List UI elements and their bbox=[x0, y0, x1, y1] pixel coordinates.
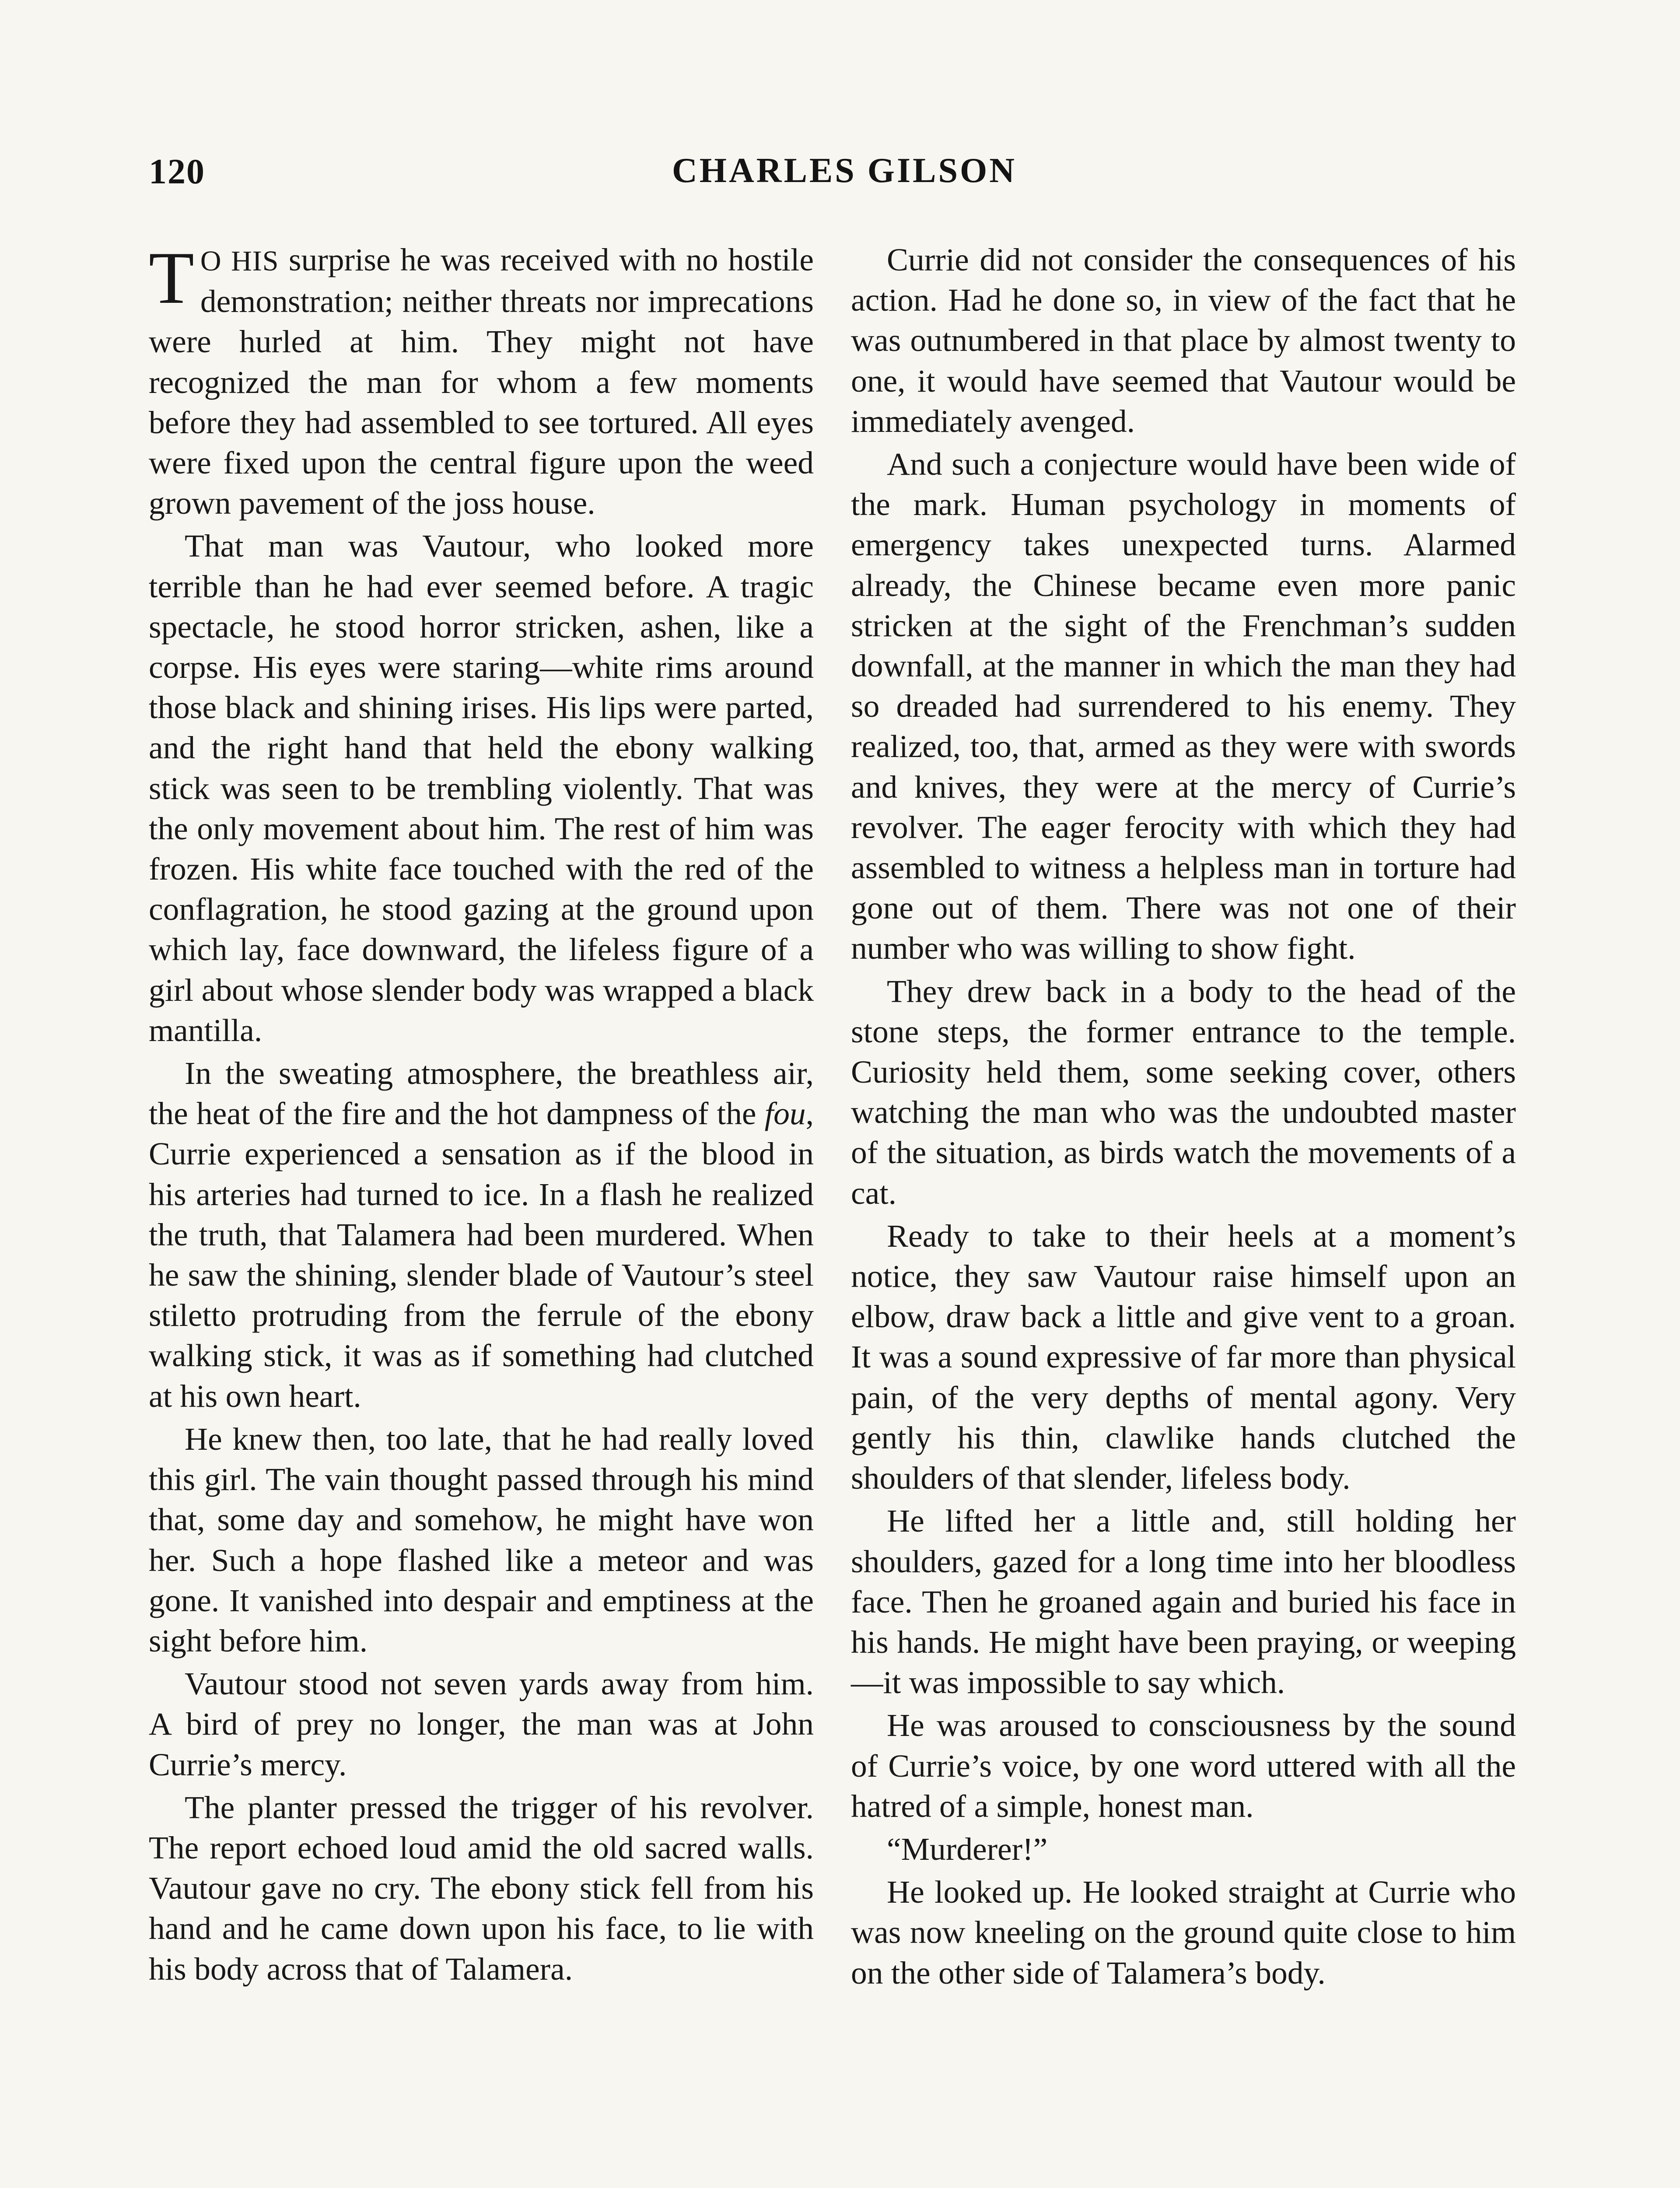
paragraph-text: In the sweating atmosphere, the breathless air, the heat of the fire and the hot dampness of the bbox=[149, 1055, 814, 1132]
paragraph: He knew then, too late, that he had really loved this girl. The vain thought passed through his mind that, some day and somehow, he might have won her. Such a hope flashed like a meteor and was gone. It vanished into despair and emptiness at the sight before him. bbox=[149, 1421, 814, 1659]
paragraph: They drew back in a body to the head of the stone steps, the former entrance to the temple. Curiosity held them, some seeking cover, others watching the man who was the undoubted master of the situation, as birds watch the movements of a cat. bbox=[851, 973, 1516, 1211]
paragraph bbox=[149, 1053, 814, 1417]
paragraph: Currie did not consider the consequences of his action. Had he done so, in view of the fact that he was outnumbered in that place by almost twenty to one, it would have seemed that Vautour would be immediately avenged. bbox=[851, 242, 1516, 439]
paragraph: And such a conjecture would have been wide of the mark. Human psychology in moments of emergency takes unexpected turns. Alarmed already, the Chinese became even more panic stricken at the sight of the Frenchman’s sudden downfall, at the manner in which the man they had so dreaded had surrendered to his enemy. They realized, too, that, armed as they were with swords and knives, they were at the mercy of Currie’s revolver. The eager ferocity with which they had assembled to witness a helpless man in torture had gone out of them. There was not one of their number who was willing to show fight. bbox=[851, 446, 1516, 966]
paragraph bbox=[149, 237, 814, 523]
dialogue-line: “Murderer!” bbox=[887, 1831, 1048, 1867]
paragraph: He looked up. He looked straight at Currie who was now kneeling on the ground quite close to him on the other side of Talamera’s body. bbox=[851, 1874, 1516, 1991]
paragraph: Ready to take to their heels at a moment’s notice, they saw Vautour raise himself upon an elbow, draw back a little and give vent to a groan. It was a sound expressive of far more than physical pain, of the very depths of mental agony. Very gently his thin, clawlike hands clutched the shoulders of that slender, lifeless body. bbox=[851, 1218, 1516, 1496]
paragraph: The planter pressed the trigger of his revolver. The report echoed loud amid the old sacred walls. Vautour gave no cry. The ebony stick fell from his hand and he came down upon his face, to lie with his body across that of Talamera. bbox=[149, 1789, 814, 1987]
opening-small-caps: O HIS bbox=[200, 245, 279, 277]
page-header bbox=[149, 151, 1540, 199]
paragraph: Vautour stood not seven yards away from him. A bird of prey no longer, the man was at John Currie’s mercy. bbox=[149, 1666, 814, 1782]
paragraph: He lifted her a little and, still holding her shoulders, gazed for a long time into her bloodless face. Then he groaned again and buried his face in his hands. He might have been praying, or weeping—it was impossible to say which. bbox=[851, 1503, 1516, 1701]
paragraph-text: , Currie experienced a sensation as if the blood in his arteries had turned to ice. In a flash he realized the truth, that Talamera had been murdered. When he saw the shining, slender blade of Vautour’s steel stiletto protruding from the ferrule of the ebony walking stick, it was as if something had clutched at his own heart. bbox=[149, 1096, 814, 1414]
running-head: CHARLES GILSON bbox=[672, 151, 1017, 190]
paragraph-text: surprise he was received with no hostile demonstration; neither threats nor imprecations were hurled at him. They might not have recognized the man for whom a few moments before they had assembled to see tortured. All eyes were fixed upon the central figure upon the weed grown pavement of the joss house. bbox=[149, 242, 814, 521]
left-column bbox=[149, 237, 814, 1989]
paragraph: That man was Vautour, who looked more terrible than he had ever seemed before. A tragic spectacle, he stood horror stricken, ashen, like a corpse. His eyes were staring—white rims around those black and shining irises. His lips were parted, and the right hand that held the ebony walking stick was seen to be trembling violently. That was the only movement about him. The rest of him was frozen. His white face touched with the red of the conflagration, he stood gazing at the ground upon which lay, face downward, the lifeless figure of a girl about whose slender body was wrapped a black mantilla. bbox=[149, 528, 814, 1048]
right-column bbox=[851, 240, 1516, 1993]
page-number: 120 bbox=[149, 151, 205, 191]
italic-word: fou bbox=[764, 1096, 806, 1132]
paragraph: He was aroused to consciousness by the sound of Currie’s voice, by one word uttered with all the hatred of a simple, honest man. bbox=[851, 1708, 1516, 1824]
drop-cap: T bbox=[149, 237, 194, 319]
